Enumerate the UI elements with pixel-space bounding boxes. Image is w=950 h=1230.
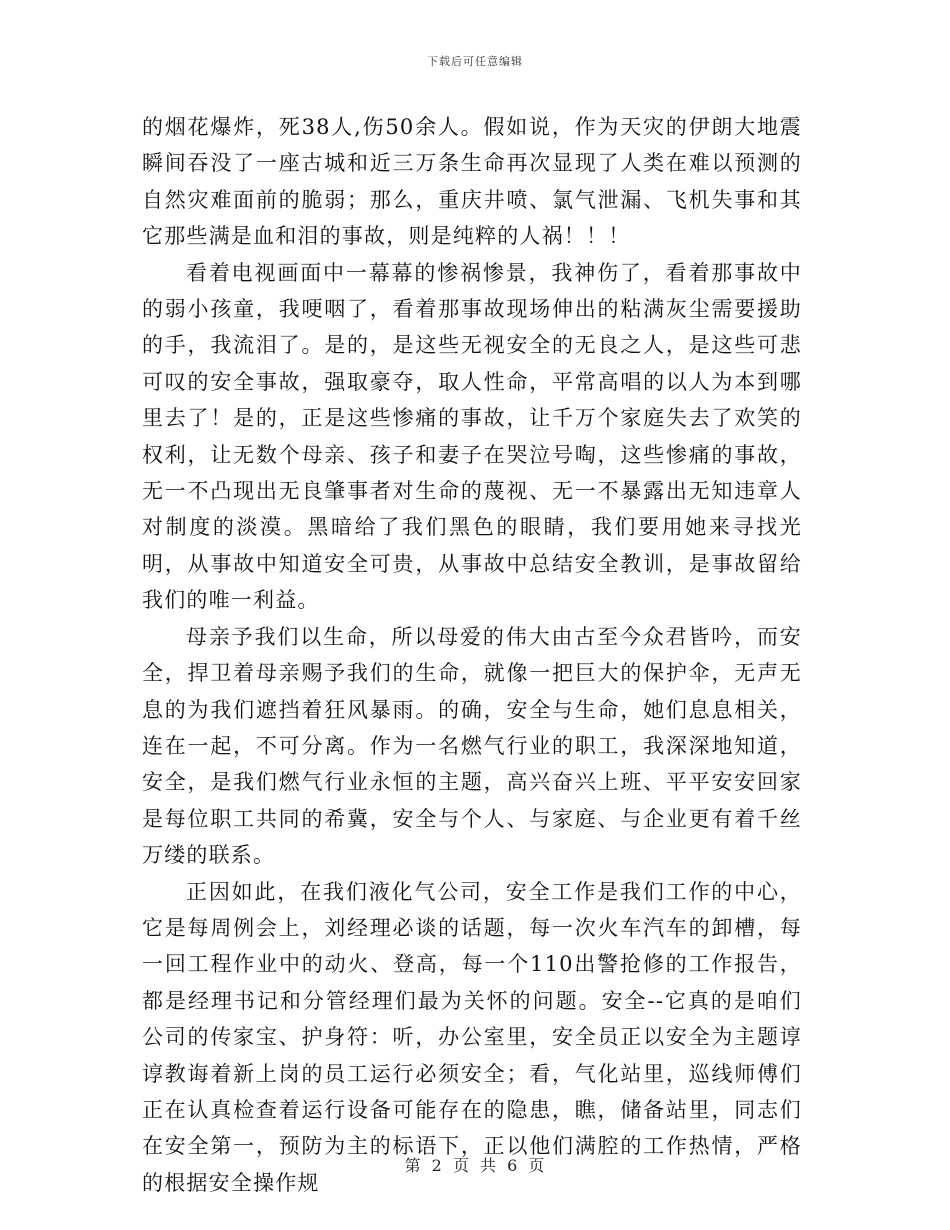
document-body xyxy=(142,109,802,1201)
paragraph: 母亲予我们以生命，所以母爱的伟大由古至今众君皆吟，而安全，捍卫着母亲赐予我们的生命，就像一把巨大的保护伞，无声无息的为我们遮挡着狂风暴雨。的确，安全与生命，她们息息相关，连在一起，不可分离。作为一名燃气行业的职工，我深深地知道，安全，是我们燃气行业永恒的主题，高兴奋兴上班、平平安安回家是每位职工共同的希冀，安全与个人、与家庭、与企业更有着千丝万缕的联系。 xyxy=(142,624,802,868)
paragraph: 正因如此，在我们液化气公司，安全工作是我们工作的中心，它是每周例会上，刘经理必谈的话题，每一次火车汽车的卸槽，每一回工程作业中的动火、登高，每一个110出警抢修的工作报告，都是经理书记和分管经理们最为关怀的问题。安全--它真的是咱们公司的传家宝、护身符：听，办公室里，安全员正以安全为主题谆谆教诲着新上岗的员工运行必须安全；看，气化站里，巡线师傅们正在认真检查着运行设备可能存在的隐患，瞧，储备站里，同志们在安全第一，预防为主的标语下，正以他们满腔的工作热情，严格的根据安全操作规 xyxy=(142,879,802,1195)
page-number-footer: 第 2 页 共 6 页 xyxy=(404,1156,546,1175)
paragraph-continuation: 的烟花爆炸，死38人,伤50余人。假如说，作为天灾的伊朗大地震瞬间吞没了一座古城和近三万条生命再次显现了人类在难以预测的自然灾难面前的脆弱；那么，重庆井喷、氯气泄漏、飞机失事和其它那些满是血和泪的事故，则是纯粹的人祸！！！ xyxy=(142,115,802,249)
page-header: 下载后可任意编辑 xyxy=(427,55,523,68)
paragraph: 看着电视画面中一幕幕的惨祸惨景，我神伤了，看着那事故中的弱小孩童，我哽咽了，看着那事故现场伸出的粘满灰尘需要援助的手，我流泪了。是的，是这些无视安全的无良之人，是这些可悲可叹的安全事故，强取豪夺，取人性命，平常高唱的以人为本到哪里去了！是的，正是这些惨痛的事故，让千万个家庭失去了欢笑的权利，让无数个母亲、孩子和妻子在哭泣号啕，这些惨痛的事故，无一不凸现出无良肇事者对生命的蔑视、无一不暴露出无知违章人对制度的淡漠。黑暗给了我们黑色的眼睛，我们要用她来寻找光明，从事故中知道安全可贵，从事故中总结安全教训，是事故留给我们的唯一利益。 xyxy=(142,260,802,613)
